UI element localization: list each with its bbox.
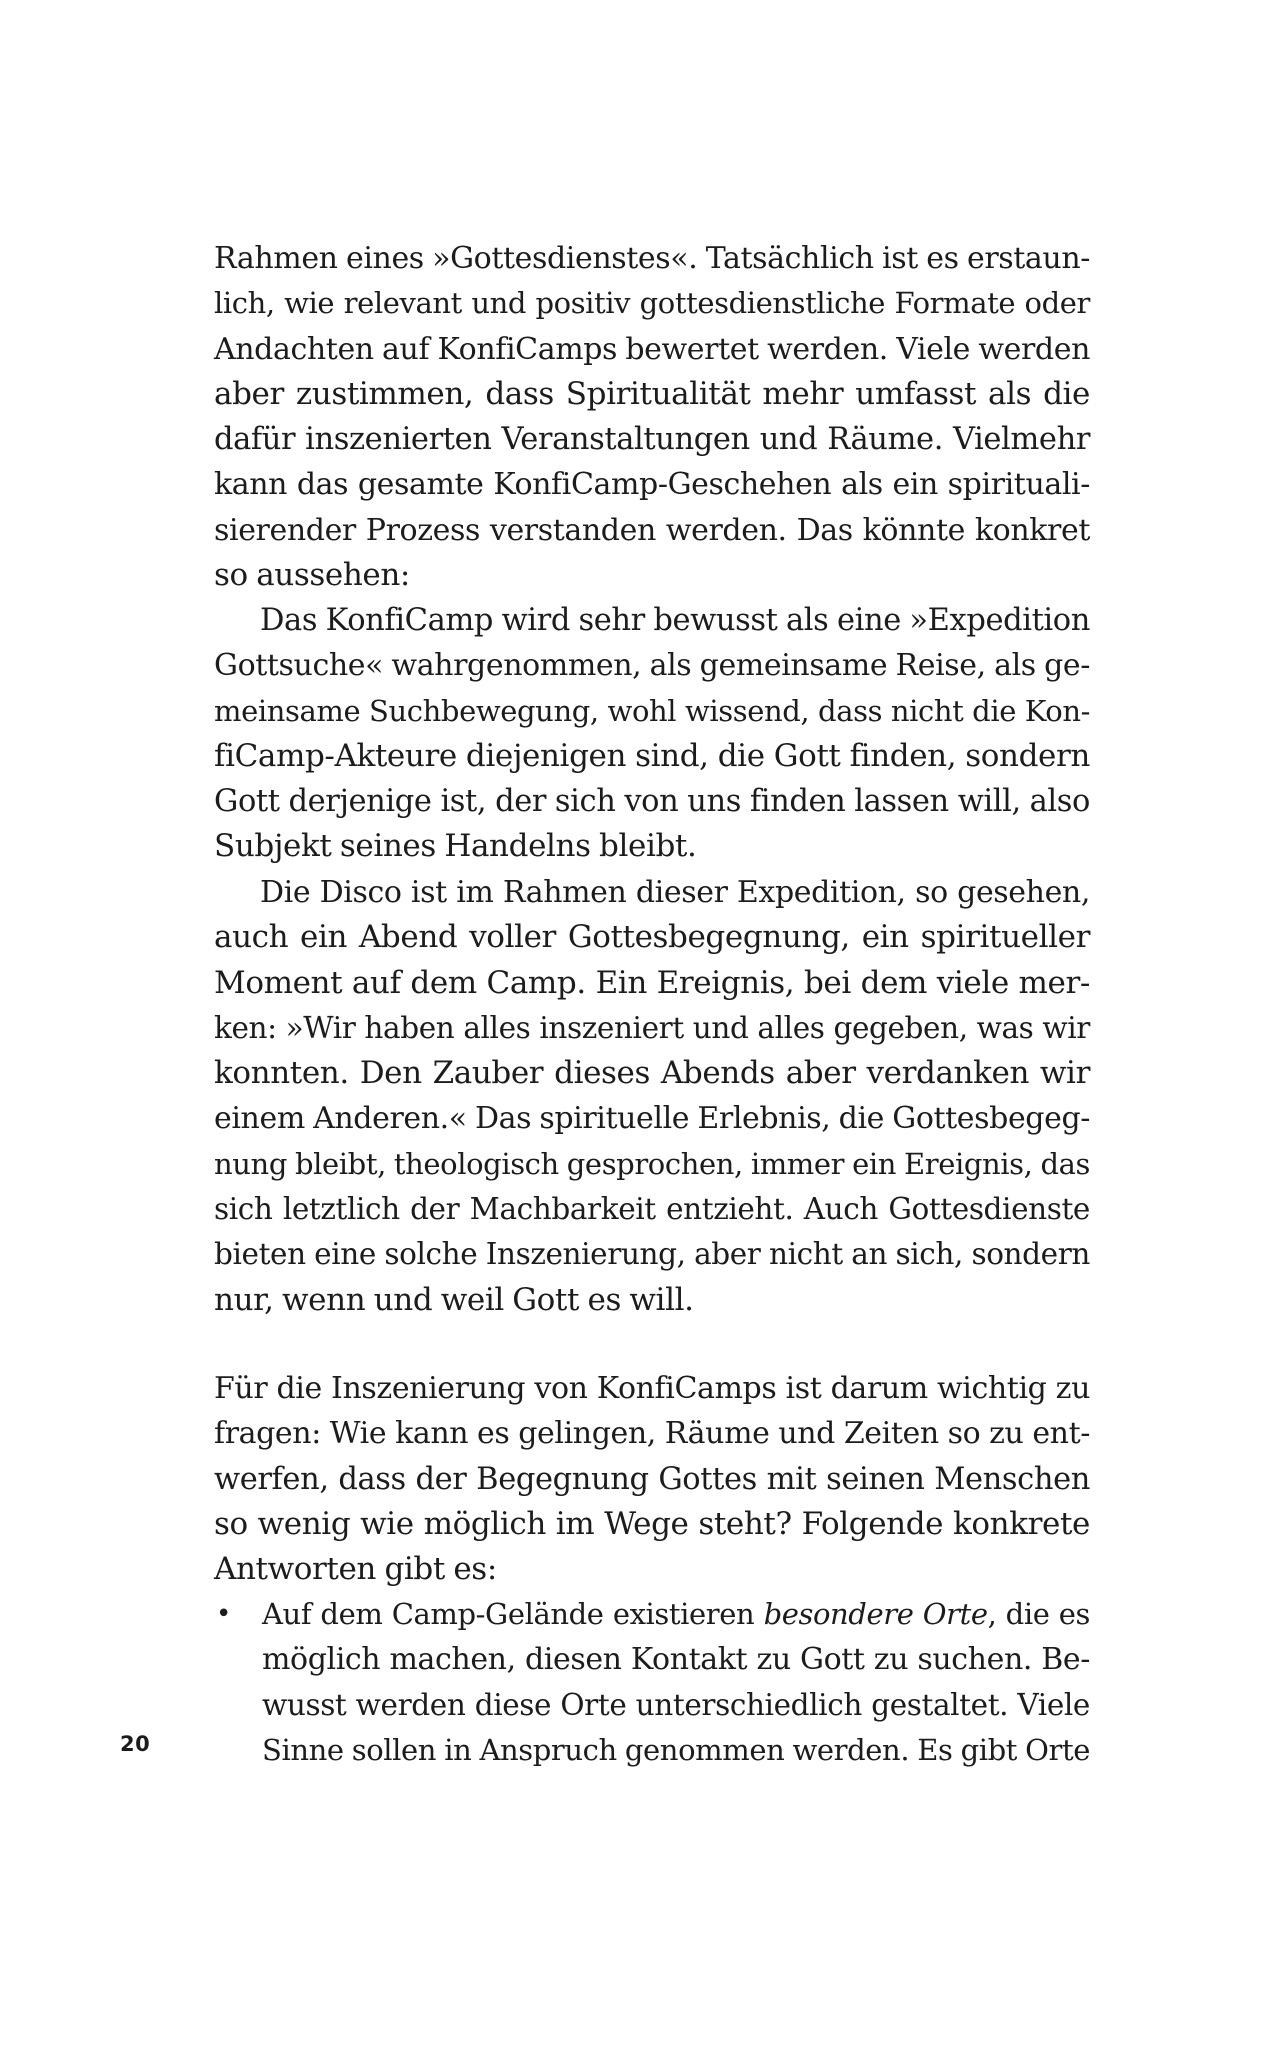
emphasis-text: besondere Orte: [763, 1597, 988, 1631]
text-line: Rahmen eines »Gottesdienstes«. Tatsächlich ist es erstaun-: [214, 241, 1090, 276]
text-line: möglich machen, diesen Kontakt zu Gott zu suchen. Be-: [262, 1642, 1090, 1678]
text-line: aber zustimmen, dass Spiritualität mehr umfasst als die: [214, 375, 1090, 412]
text-line: so aussehen:: [214, 557, 410, 594]
bullet-point: •: [216, 1599, 231, 1629]
paragraph-expedition: [214, 598, 1090, 870]
text-line: nur, wenn und weil Gott es will.: [214, 1281, 694, 1318]
text-line: Für die Inszenierung von KonfiCamps ist darum wichtig zu: [214, 1371, 1090, 1406]
paragraph-continuation: [214, 236, 1090, 598]
text-line: meinsame Suchbewegung, wohl wissend, dass nicht die Kon-: [214, 693, 1090, 728]
bullet-list: [214, 1592, 1090, 1773]
text-line: lich, wie relevant und positiv gottesdienstliche Formate oder: [214, 286, 1090, 321]
text-line: sierender Prozess verstanden werden. Das könnte konkret: [214, 512, 1090, 548]
text-line: so wenig wie möglich im Wege steht? Folgende konkrete: [214, 1505, 1090, 1542]
text-line: einem Anderen.« Das spirituelle Erlebnis, die Gottesbegeg-: [214, 1101, 1090, 1137]
text-line: ken: »Wir haben alles inszeniert und alles gegeben, was wir: [214, 1010, 1090, 1045]
text-line: Sinne sollen in Anspruch genommen werden. Es gibt Orte: [262, 1732, 1090, 1767]
text-line: fragen: Wie kann es gelingen, Räume und Zeiten so zu ent-: [214, 1416, 1090, 1452]
text-line: Die Disco ist im Rahmen dieser Expedition, so gesehen,: [260, 875, 1090, 910]
text-line: bieten eine solche Inszenierung, aber nicht an sich, sondern: [214, 1237, 1090, 1272]
text-line: sich letztlich der Machbarkeit entzieht. Auch Gottesdienste: [214, 1192, 1090, 1227]
list-text: Auf dem Camp-Gelände existieren: [262, 1597, 764, 1631]
text-line: Subjekt seines Handelns bleibt.: [214, 828, 697, 865]
text-line: werfen, dass der Begegnung Gottes mit seinen Menschen: [214, 1461, 1090, 1497]
text-line: Gottsuche« wahrgenommen, als gemeinsame Reise, als ge-: [214, 648, 1090, 684]
text-line: Antworten gibt es:: [214, 1551, 497, 1588]
list-item-first-line: [214, 1592, 1090, 1637]
text-line: Gott derjenige ist, der sich von uns finden lassen will, also: [214, 784, 1090, 820]
text-line: nung bleibt, theologisch gesprochen, immer ein Ereignis, das: [214, 1146, 1090, 1181]
paragraph-inszenierung: [214, 1366, 1090, 1592]
text-line: konnten. Den Zauber dieses Abends aber verdanken wir: [214, 1055, 1090, 1092]
list-text: , die es: [987, 1597, 1090, 1631]
text-line: dafür inszenierten Veranstaltungen und Räume. Vielmehr: [214, 422, 1090, 458]
text-line: fiCamp-Akteure diejenigen sind, die Gott finden, sondern: [214, 737, 1090, 774]
text-line: wusst werden diese Orte unterschiedlich gestaltet. Viele: [262, 1687, 1090, 1722]
text-line: kann das gesamte KonfiCamp-Geschehen als ein spirituali-: [214, 467, 1090, 503]
text-line: Das KonfiCamp wird sehr bewusst als eine »Expedition: [260, 603, 1090, 638]
text-line: Andachten auf KonfiCamps bewertet werden. Viele werden: [214, 331, 1090, 367]
text-line: Moment auf dem Camp. Ein Ereignis, bei dem viele mer-: [214, 964, 1090, 1001]
paragraph-disco: [214, 870, 1090, 1323]
text-line: auch ein Abend voller Gottesbegegnung, ein spiritueller: [214, 919, 1090, 956]
page-number: 20: [120, 1732, 151, 1756]
